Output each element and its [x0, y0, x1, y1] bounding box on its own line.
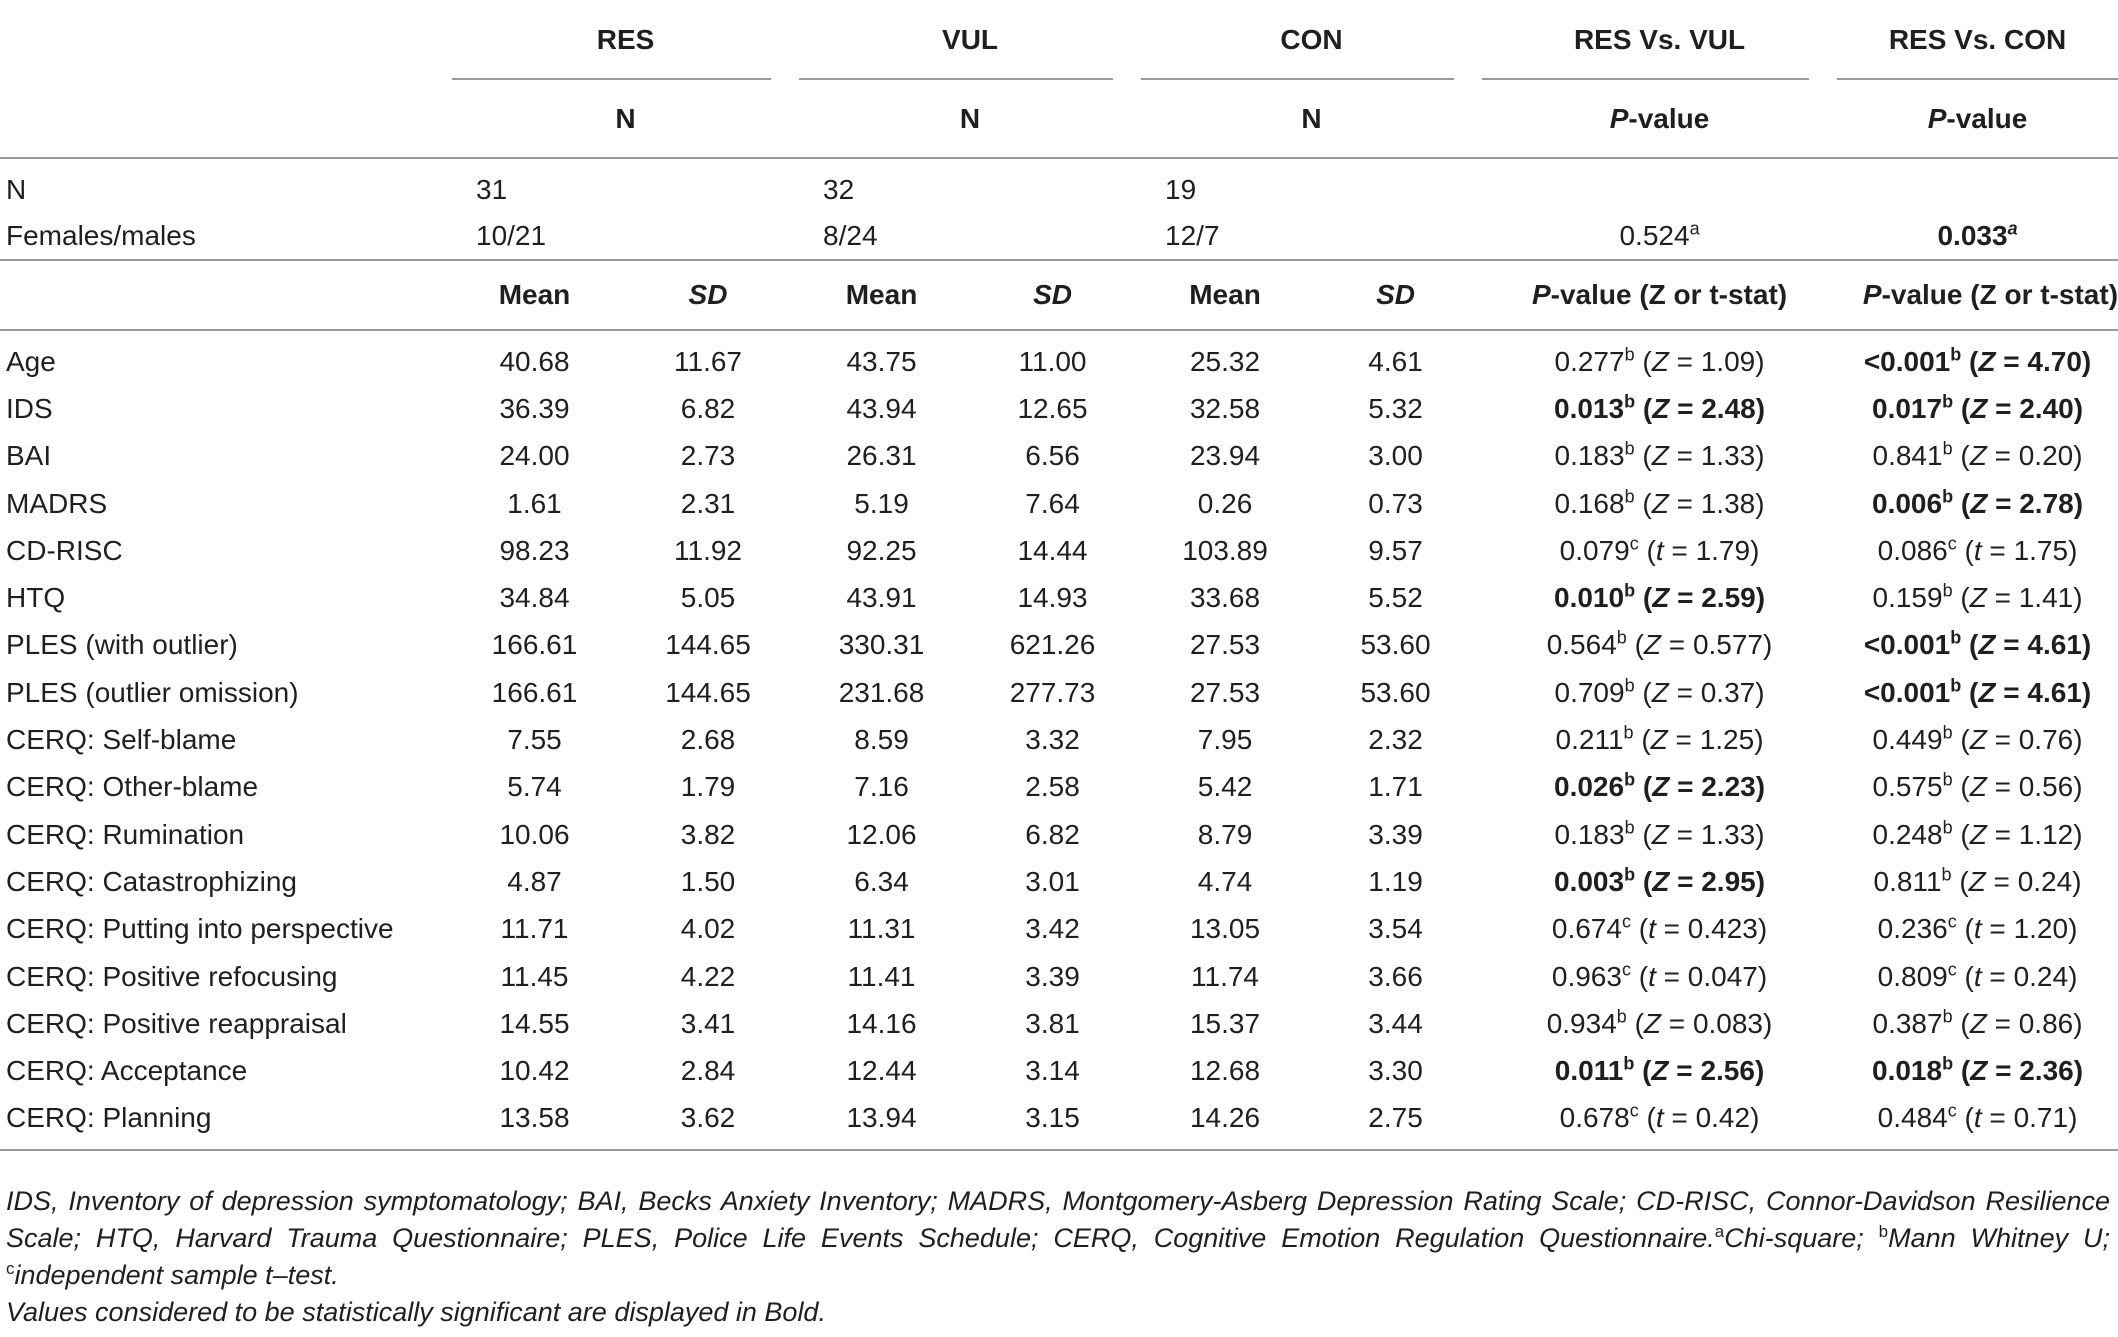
vul-sd-cell: 11.00: [1018, 345, 1087, 377]
row-label: CD-RISC: [6, 534, 123, 566]
con-mean-cell: 27.53: [1189, 629, 1261, 661]
res-vs-con-stat-cell: 0.086$^c$ (t = 1.75): [1877, 533, 2078, 566]
res-vs-vul-stat-cell: 0.211$^b$ (Z = 1.25): [1555, 722, 1764, 756]
con-mean-cell: 12.68: [1189, 1055, 1261, 1087]
vul-sd-cell: 3.42: [1025, 913, 1080, 945]
table-row: [0, 1095, 2118, 1142]
con-n-header: N: [1141, 80, 1482, 158]
res-vs-vul-stat-cell: 0.674$^c$ (t = 0.423): [1551, 911, 1768, 945]
vul-sd-cell: 3.81: [1025, 1007, 1080, 1039]
res-vs-vul-stat-cell: 0.168$^b$ (Z = 1.38): [1554, 486, 1765, 519]
table-row: [0, 953, 2118, 1000]
vul-mean-cell: 26.31: [846, 440, 917, 472]
con-sd-cell: 3.54: [1368, 913, 1423, 945]
row-label: Females/males: [0, 213, 452, 260]
res-sd-cell: 3.62: [680, 1102, 736, 1134]
res-mean-cell: 36.39: [499, 392, 570, 424]
res-mean-cell: 1.61: [507, 487, 562, 519]
data-rows: [0, 338, 2118, 1142]
con-mean-cell: 0.26: [1197, 487, 1253, 519]
con-mean-cell: 25.32: [1189, 345, 1261, 377]
con-sd-cell: 5.32: [1368, 392, 1423, 424]
vul-mean-cell: 43.75: [846, 345, 917, 377]
vul-sd-cell: 3.14: [1025, 1055, 1080, 1087]
res-vs-vul-stat-cell: 0.011$^b$ (Z = 2.56): [1554, 1053, 1765, 1087]
row-label: CERQ: Self-blame: [6, 724, 237, 756]
res-sd-cell: 4.02: [680, 913, 736, 945]
vul-sd-cell: 3.15: [1025, 1102, 1080, 1134]
con-mean-cell: 13.05: [1189, 913, 1261, 945]
res-sd-cell: 6.82: [680, 392, 736, 424]
res-vs-vul-stat-cell: 0.079$^c$ (t = 1.79): [1559, 533, 1760, 566]
res-mean-cell: 166.61: [491, 629, 578, 661]
res-vs-con-stat-cell: <0.001$^b$ (Z = 4.70): [1863, 344, 2092, 377]
row-label: CERQ: Other-blame: [6, 771, 259, 803]
con-mean-cell: 7.95: [1197, 724, 1253, 756]
row-label: CERQ: Positive reappraisal: [6, 1007, 347, 1039]
res-n-header: N: [452, 80, 799, 158]
group-vul-header: VUL: [799, 0, 1141, 80]
res-vs-con-stat-cell: 0.017$^b$ (Z = 2.40): [1872, 391, 2084, 424]
vul-n-value: 32: [823, 173, 855, 205]
con-sd-cell: 53.60: [1360, 629, 1431, 661]
res-vs-con-stat-cell: 0.809$^c$ (t = 0.24): [1877, 959, 2078, 992]
con-mean-cell: 32.58: [1189, 392, 1261, 424]
vul-sd-cell: 3.32: [1025, 724, 1080, 756]
vul-sd-cell: 14.93: [1017, 582, 1088, 614]
table-row: [0, 764, 2118, 811]
res-vs-vul-value: [1482, 166, 1837, 213]
vul-sd-cell: 12.65: [1017, 392, 1088, 424]
res-vs-vul-pvalue-header: P-value: [1482, 80, 1837, 158]
group-con-header: CON: [1141, 0, 1482, 80]
con-sd-cell: 1.71: [1368, 771, 1423, 803]
res-vs-vul-stat-cell: 0.010$^b$ (Z = 2.59): [1554, 580, 1766, 614]
res-vs-con-pvalue-header: P-value: [1837, 80, 2118, 158]
footnote-c-marker: c: [6, 1259, 15, 1278]
footnote-a-marker: a: [1714, 1222, 1725, 1241]
table-footnote: [6, 1183, 2110, 1331]
res-sd-cell: 1.50: [680, 865, 736, 897]
con-sd-cell: 53.60: [1360, 676, 1431, 708]
table-row: [0, 622, 2118, 669]
abbreviations-note: IDS, Inventory of depression symptomatology; BAI, Becks Anxiety Inventory; MADRS, Montgomery-Asberg Depression Rating Scale; CD-RISC, Connor-Davidson Resilience Scale; HTQ, Harvard Trauma Questionnaire; PLES, Police Life Events Schedule; CERQ, Cognitive Emotion Regulation Questionnaire.: [6, 1186, 2110, 1253]
res-sd-cell: 11.67: [674, 345, 742, 377]
row-label: MADRS: [6, 487, 108, 519]
res-vs-vul-stat-cell: 0.678$^c$ (t = 0.42): [1559, 1101, 1760, 1134]
row-label: CERQ: Rumination: [6, 818, 245, 850]
res-vs-con-stat-cell: <0.001$^b$ (Z = 4.61): [1863, 675, 2092, 708]
vul-mean-cell: 43.94: [846, 392, 917, 424]
res-vs-vul-stat-cell: 0.183$^b$ (Z = 1.33): [1554, 438, 1765, 472]
res-sd-cell: 5.05: [680, 582, 736, 614]
res-mean-cell: 14.55: [499, 1007, 570, 1039]
res-vs-con-value: [1837, 166, 2118, 213]
res-mean-cell: 5.74: [507, 771, 562, 803]
con-mean-cell: 103.89: [1182, 534, 1268, 566]
con-mean-cell: 5.42: [1197, 771, 1253, 803]
res-sd-cell: 2.68: [680, 724, 736, 756]
res-vs-vul-stat-cell: 0.277$^b$ (Z = 1.09): [1554, 344, 1765, 377]
row-label: BAI: [6, 440, 52, 472]
vul-sd-cell: 6.82: [1025, 818, 1080, 850]
con-sd-cell: 0.73: [1368, 487, 1423, 519]
vul-mean-cell: 231.68: [838, 676, 925, 708]
res-vs-vul-stat-cell: 0.963$^c$ (t = 0.047): [1551, 959, 1768, 992]
res-sd-cell: 4.22: [680, 960, 736, 992]
res-mean-cell: 10.06: [499, 818, 570, 850]
sex-row: [0, 213, 2118, 260]
vul-mean-cell: 330.31: [838, 629, 925, 661]
vul-mean-cell: 92.25: [846, 534, 917, 566]
vul-mean-header: Mean: [799, 260, 964, 330]
con-sd-cell: 3.30: [1368, 1055, 1423, 1087]
con-sd-cell: 3.66: [1368, 960, 1423, 992]
row-label: Age: [6, 345, 56, 377]
con-sd-cell: 5.52: [1368, 582, 1423, 614]
vul-sd-cell: 7.64: [1025, 487, 1080, 519]
con-mean-cell: 11.74: [1191, 960, 1260, 992]
con-sd-cell: 3.44: [1368, 1007, 1423, 1039]
n-row: [0, 166, 2118, 213]
con-mean-cell: 15.37: [1189, 1007, 1261, 1039]
row-label: PLES (with outlier): [6, 629, 238, 661]
vul-mean-cell: 11.31: [847, 913, 916, 945]
res-vs-con-stat-cell: 0.236$^c$ (t = 1.20): [1877, 911, 2078, 945]
vul-mean-cell: 12.06: [846, 818, 917, 850]
res-mean-cell: 24.00: [499, 440, 570, 472]
res-vs-con-stat-cell: 0.449$^b$ (Z = 0.76): [1872, 722, 2083, 756]
res-vs-con-stat-cell: 0.159$^b$ (Z = 1.41): [1872, 580, 2083, 614]
con-mean-header: Mean: [1141, 260, 1309, 330]
con-n-value: 19: [1165, 173, 1197, 205]
con-mean-cell: 14.26: [1189, 1102, 1261, 1134]
res-mean-cell: 166.61: [491, 676, 578, 708]
group-res-vs-vul-header: RES Vs. VUL: [1482, 0, 1837, 80]
table-row: [0, 669, 2118, 716]
res-mean-cell: 11.71: [500, 913, 569, 945]
vul-sd-cell: 277.73: [1009, 676, 1096, 708]
vul-sd-header: SD: [964, 260, 1141, 330]
con-sd-cell: 4.61: [1368, 345, 1423, 377]
vul-sd-cell: 2.58: [1025, 771, 1080, 803]
res-sd-cell: 3.41: [680, 1007, 736, 1039]
vul-sd-cell: 6.56: [1025, 440, 1080, 472]
row-label: CERQ: Catastrophizing: [6, 865, 298, 897]
group-header-row: [0, 0, 2118, 80]
table-row: [0, 716, 2118, 763]
row-label: CERQ: Positive refocusing: [6, 960, 338, 992]
subgroup-header-row: [0, 80, 2118, 158]
table-row: [0, 1047, 2118, 1094]
res-mean-cell: 4.87: [507, 865, 562, 897]
res-vs-con-stat-cell: 0.006$^b$ (Z = 2.78): [1872, 486, 2084, 519]
vul-sd-cell: 621.26: [1009, 629, 1096, 661]
row-label: IDS: [6, 392, 53, 424]
vul-mean-cell: 11.41: [847, 960, 916, 992]
con-sd-cell: 2.32: [1368, 724, 1423, 756]
row-label: N: [6, 173, 27, 205]
con-mean-cell: 8.79: [1197, 818, 1253, 850]
vul-mean-cell: 13.94: [846, 1102, 917, 1134]
res-vs-con-stat-cell: 0.387$^b$ (Z = 0.86): [1872, 1006, 2083, 1039]
vul-sex-value: 8/24: [799, 213, 964, 260]
table-row: [0, 858, 2118, 905]
res-sd-cell: 2.31: [680, 487, 736, 519]
row-label: HTQ: [6, 582, 66, 614]
table-row: [0, 527, 2118, 574]
vul-mean-cell: 5.19: [854, 487, 909, 519]
significance-note: Values considered to be statistically significant are displayed in Bold.: [6, 1297, 826, 1327]
con-sd-header: SD: [1309, 260, 1482, 330]
vul-n-header: N: [799, 80, 1141, 158]
res-vs-vul-sex-pvalue: 0.524$^a$: [1482, 213, 1837, 260]
vul-sd-cell: 3.01: [1025, 865, 1080, 897]
table-row: [0, 433, 2118, 480]
table-row: [0, 480, 2118, 527]
row-label: CERQ: Planning: [6, 1102, 212, 1134]
footnote-c-text: independent sample t–test.: [14, 1260, 339, 1290]
vul-mean-cell: 43.91: [846, 582, 917, 614]
res-sd-cell: 2.73: [680, 440, 736, 472]
vul-mean-cell: 7.16: [854, 771, 909, 803]
vul-mean-cell: 12.44: [846, 1055, 917, 1087]
row-label: CERQ: Acceptance: [6, 1055, 248, 1087]
vul-mean-cell: 6.34: [854, 865, 909, 897]
row-label: PLES (outlier omission): [6, 676, 299, 708]
res-vs-vul-stat-cell: 0.564$^b$ (Z = 0.577): [1546, 628, 1773, 661]
con-sex-value: 12/7: [1141, 213, 1309, 260]
res-vs-con-stat-cell: 0.248$^b$ (Z = 1.12): [1872, 817, 2083, 850]
group-res-header: RES: [452, 0, 799, 80]
footnote-a-text: Chi-square;: [1724, 1223, 1879, 1253]
res-vs-con-stat-cell: <0.001$^b$ (Z = 4.61): [1863, 628, 2092, 661]
vul-mean-cell: 8.59: [854, 724, 909, 756]
con-mean-cell: 33.68: [1189, 582, 1261, 614]
table-row: [0, 385, 2118, 432]
vul-sd-cell: 3.39: [1025, 960, 1080, 992]
res-vs-vul-stat-cell: 0.709$^b$ (Z = 0.37): [1554, 675, 1765, 708]
row-label: CERQ: Putting into perspective: [6, 913, 394, 945]
res-vs-con-sex-pvalue: 0.033$^a$: [1837, 213, 2118, 260]
table-row: [0, 811, 2118, 858]
res-vs-con-stat-header: P-value (Z or t-stat): [1837, 260, 2118, 330]
table-row: [0, 906, 2118, 953]
res-mean-cell: 98.23: [499, 534, 570, 566]
con-sd-cell: 3.00: [1368, 440, 1423, 472]
res-sd-cell: 11.92: [674, 534, 742, 566]
vul-mean-cell: 14.16: [846, 1007, 917, 1039]
table-row: [0, 338, 2118, 385]
res-mean-cell: 13.58: [499, 1102, 570, 1134]
res-sd-cell: 1.79: [680, 771, 736, 803]
res-mean-cell: 10.42: [499, 1055, 570, 1087]
res-vs-con-stat-cell: 0.575$^b$ (Z = 0.56): [1872, 769, 2083, 803]
table-row: [0, 1000, 2118, 1047]
res-mean-cell: 11.45: [500, 960, 569, 992]
res-mean-cell: 40.68: [499, 345, 570, 377]
res-vs-con-stat-cell: 0.841$^b$ (Z = 0.20): [1872, 438, 2083, 472]
res-vs-con-stat-cell: 0.811$^b$ (Z = 0.24): [1873, 864, 2082, 897]
res-vs-con-stat-cell: 0.484$^c$ (t = 0.71): [1877, 1101, 2078, 1134]
con-sd-cell: 3.39: [1368, 818, 1423, 850]
res-vs-vul-stat-cell: 0.183$^b$ (Z = 1.33): [1554, 817, 1765, 850]
footnote-b-marker: b: [1878, 1222, 1889, 1241]
res-sex-value: 10/21: [452, 213, 617, 260]
res-sd-cell: 3.82: [680, 818, 736, 850]
res-sd-cell: 144.65: [665, 629, 751, 661]
res-vs-vul-stat-cell: 0.934$^b$ (Z = 0.083): [1546, 1006, 1773, 1039]
res-vs-vul-stat-cell: 0.003$^b$ (Z = 2.95): [1554, 864, 1766, 897]
stats-subheader-row: [0, 260, 2118, 330]
res-sd-header: SD: [617, 260, 799, 330]
res-mean-header: Mean: [452, 260, 617, 330]
con-sd-cell: 2.75: [1368, 1102, 1423, 1134]
vul-sd-cell: 14.44: [1017, 534, 1088, 566]
footnote-b-text: Mann Whitney U;: [1888, 1223, 2110, 1253]
res-n-value: 31: [476, 173, 508, 205]
res-mean-cell: 34.84: [499, 582, 570, 614]
con-sd-cell: 9.57: [1368, 534, 1423, 566]
con-mean-cell: 23.94: [1189, 440, 1261, 472]
res-vs-con-stat-cell: 0.018$^b$ (Z = 2.36): [1872, 1053, 2084, 1087]
group-res-vs-con-header: RES Vs. CON: [1837, 0, 2118, 80]
res-mean-cell: 7.55: [507, 724, 562, 756]
res-sd-cell: 144.65: [665, 676, 751, 708]
con-mean-cell: 4.74: [1197, 865, 1253, 897]
res-vs-vul-stat-header: P-value (Z or t-stat): [1482, 260, 1837, 330]
res-vs-vul-stat-cell: 0.026$^b$ (Z = 2.23): [1554, 769, 1766, 803]
res-vs-vul-stat-cell: 0.013$^b$ (Z = 2.48): [1554, 391, 1766, 424]
table-row: [0, 574, 2118, 621]
con-sd-cell: 1.19: [1368, 865, 1423, 897]
con-mean-cell: 27.53: [1189, 676, 1261, 708]
res-sd-cell: 2.84: [680, 1055, 736, 1087]
